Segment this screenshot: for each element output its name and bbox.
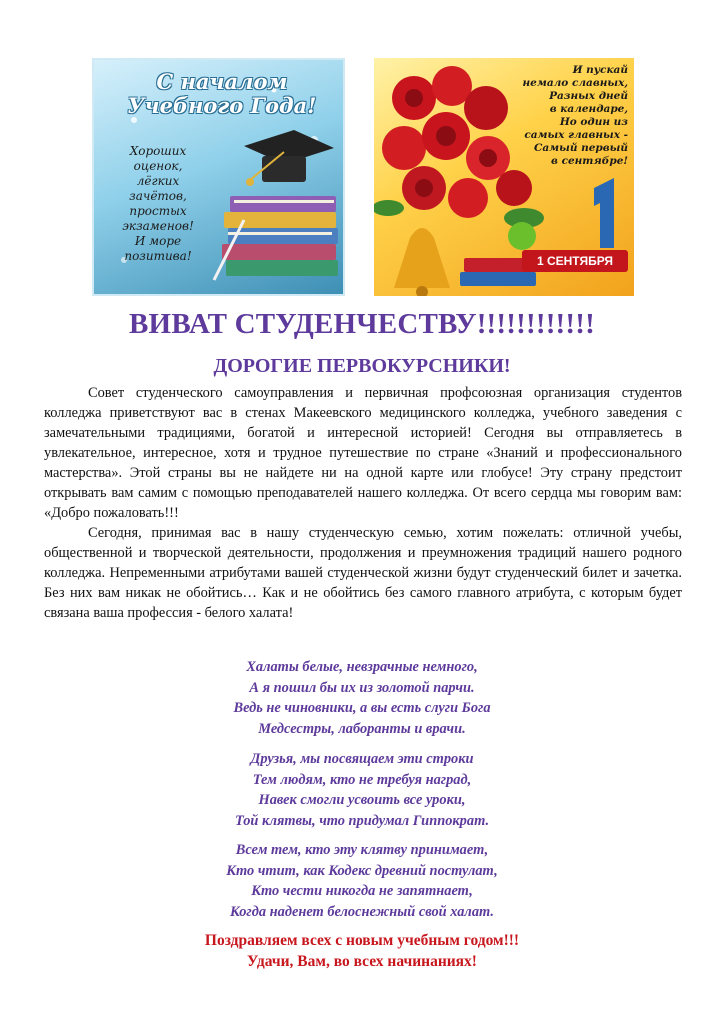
paragraph-2: Сегодня, принимая вас в нашу студенческую семью, хотим пожелать: отличной учебы, общественной и творческой деятельности, продолжения и преумножения традиций нашего родного колледжа. Непременными атрибутами вашей студенческой жизни будут студенческий билет и зачетка. Без них вам никак не обойтись… Как и не обойтись без самого главного атрибута, с которым будет связана ваша профессия - белого халата! bbox=[44, 525, 682, 621]
wish-line: оценок, bbox=[133, 159, 183, 173]
congratulations bbox=[0, 930, 724, 972]
wish-line: простых bbox=[129, 204, 187, 218]
card-quote bbox=[516, 64, 628, 168]
paragraph-1: Совет студенческого самоуправления и первичная профсоюзная организация студентов колледжа приветствуют вас в стенах Макеевского медицинского колледжа, учебного заведения с замечательными традициями, богатой и интересной историей! Сегодня вы отправляетесь в увлекательное, интересное, хотя и трудное путешествие по стране «Знаний и профессионального мастерства». Этой страны вы не найдете ни на одной карте или глобусе! Эту страну предстоит открывать вам самим с помощью преподавателей нашего колледжа. От всего сердца мы говорим вам: «Добро пожаловать!!! bbox=[44, 385, 682, 521]
quote-line: И пускай bbox=[572, 64, 628, 76]
poem-line: Когда наденет белоснежный свой халат. bbox=[230, 903, 494, 920]
wish-line: зачётов, bbox=[129, 189, 187, 203]
wish-line: экзаменов! bbox=[122, 219, 194, 233]
card-headline: С началом Учебного Года! bbox=[127, 69, 317, 118]
congrats-line: Удачи, Вам, во всех начинаниях! bbox=[247, 953, 477, 970]
poem-line: Той клятвы, что придумал Гиппократ. bbox=[234, 812, 490, 829]
poem-line: Всем тем, кто эту клятву принимает, bbox=[235, 842, 489, 858]
poem-line: Кто чтит, как Кодекс древний постулат, bbox=[226, 862, 498, 879]
poem-line: Халаты белые, невзрачные немного, bbox=[246, 659, 478, 675]
wish-line: И море bbox=[134, 234, 182, 248]
page-title: ВИВАТ СТУДЕНЧЕСТВУ!!!!!!!!!!!! bbox=[129, 308, 595, 340]
poem-line: Тем людям, кто не требуя наград, bbox=[252, 771, 472, 788]
poem-line: Ведь не чиновники, а вы есть слуги Бога bbox=[233, 700, 491, 716]
header-images bbox=[92, 58, 634, 296]
quote-line: в сентябре! bbox=[551, 155, 628, 167]
poem-line: Друзья, мы посвящаем эти строки bbox=[250, 751, 474, 767]
quote-line: Но один из bbox=[559, 116, 628, 128]
welcome-text bbox=[44, 383, 682, 623]
new-school-year-card bbox=[92, 58, 345, 296]
page-subtitle: ДОРОГИЕ ПЕРВОКУРСНИКИ! bbox=[213, 355, 511, 377]
poem-stanza-3 bbox=[0, 840, 724, 922]
date-ribbon: 1 СЕНТЯБРЯ bbox=[522, 250, 628, 272]
poem-line: Медсестры, лаборанты и врачи. bbox=[258, 720, 466, 737]
quote-line: в календаре, bbox=[549, 103, 628, 115]
poem-line: А я пошил бы их из золотой парчи. bbox=[249, 679, 475, 696]
quote-line: Разных дней bbox=[549, 90, 628, 102]
card-wishes bbox=[106, 144, 210, 264]
poem-line: Кто чести никогда не запятнает, bbox=[251, 883, 473, 899]
first-september-card bbox=[374, 58, 634, 296]
wish-line: лёгких bbox=[136, 174, 180, 188]
poem-stanza-2 bbox=[0, 749, 724, 831]
quote-line: самых главных - bbox=[524, 129, 628, 141]
quote-line: Самый первый bbox=[534, 142, 628, 154]
congrats-line: Поздравляем всех с новым учебным годом!!! bbox=[204, 932, 520, 949]
poem-stanza-1 bbox=[0, 657, 724, 739]
wish-line: Хороших bbox=[129, 144, 187, 158]
quote-line: немало славных, bbox=[522, 77, 628, 89]
poem-line: Навек смогли усвоить все уроки, bbox=[258, 792, 466, 808]
wish-line: позитива! bbox=[124, 249, 192, 263]
